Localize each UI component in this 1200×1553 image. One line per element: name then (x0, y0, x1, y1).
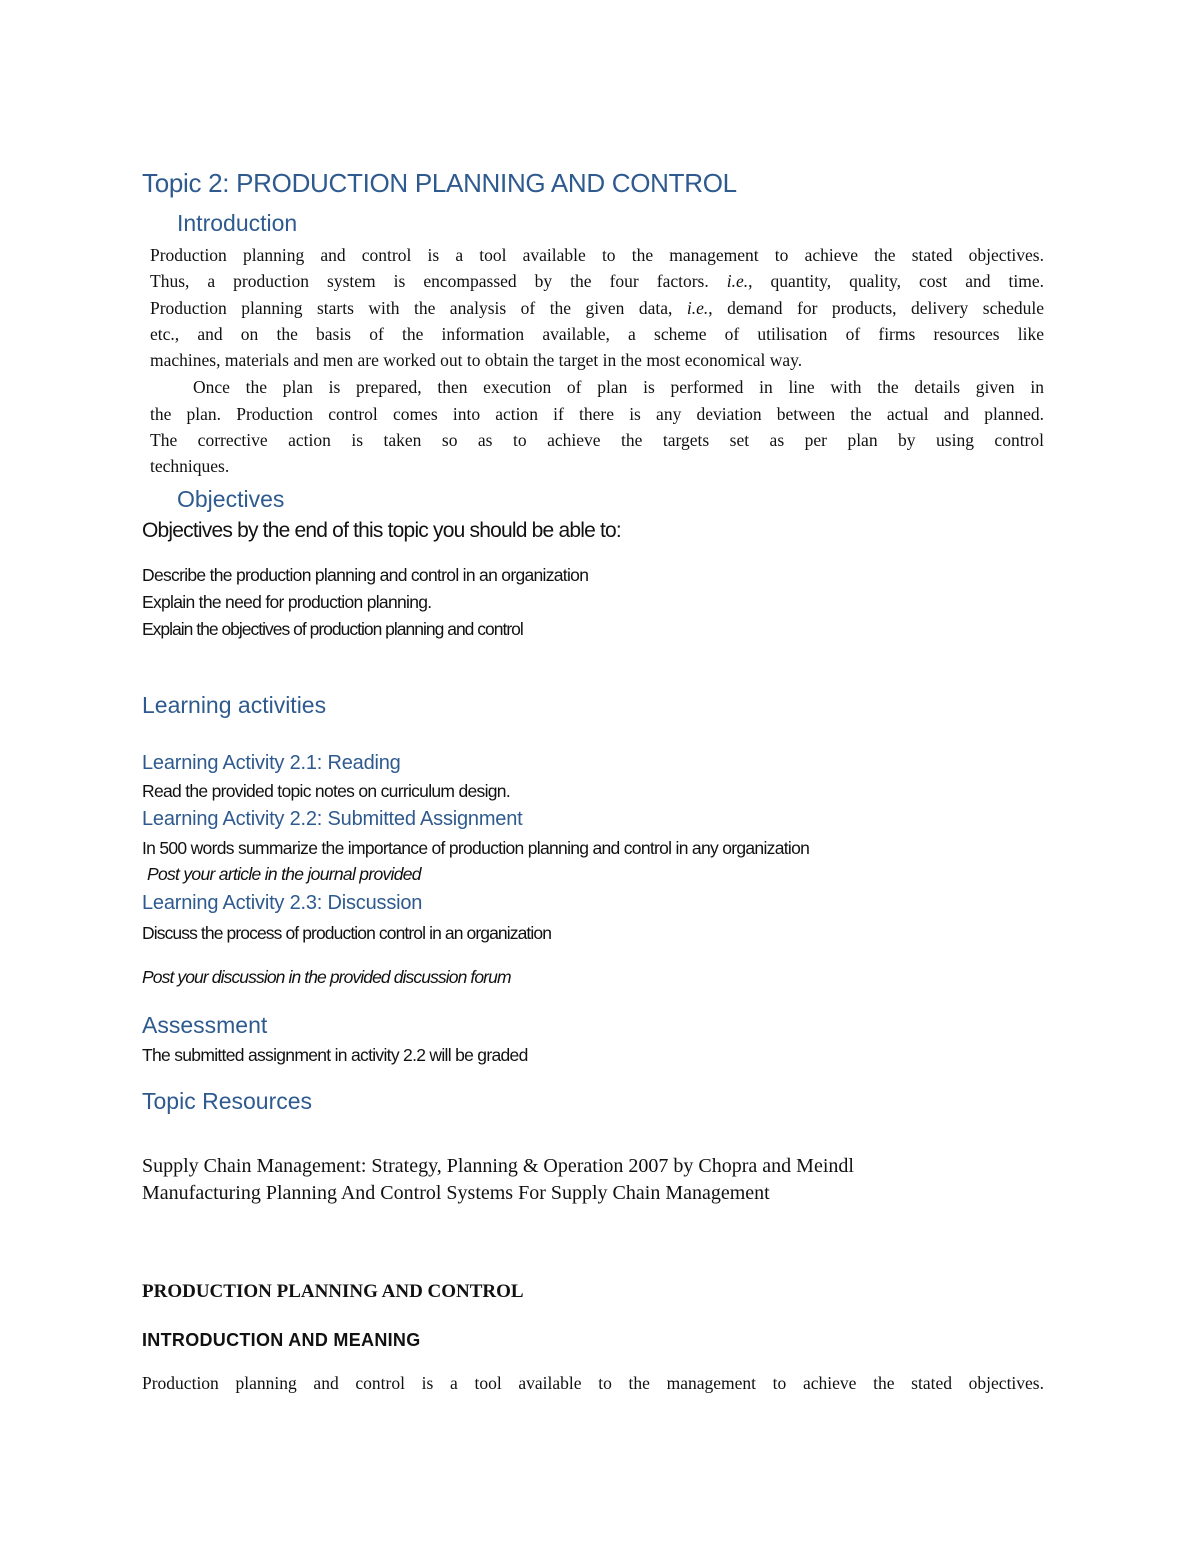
activity-2-2-text: In 500 words summarize the importance of production planning and control in any organization (142, 838, 810, 858)
resource-item: Manufacturing Planning And Control Systems For Supply Chain Management (142, 1182, 770, 1204)
intro-p2-line-4: techniques. (150, 456, 230, 476)
resource-item: Supply Chain Management: Strategy, Planning & Operation 2007 by Chopra and Meindl (142, 1155, 854, 1177)
intro-line-2: Thus, a production system is encompassed by the four factors. i.e., quantity, quality, cost and time. (150, 271, 1044, 291)
topic-resources-heading: Topic Resources (142, 1088, 313, 1114)
activity-2-1-text: Read the provided topic notes on curriculum design. (142, 781, 511, 801)
objectives-heading: Objectives (177, 486, 285, 512)
activity-2-3-text: Discuss the process of production control in an organization (142, 923, 552, 943)
objectives-lead: Objectives by the end of this topic you should be able to: (142, 519, 621, 542)
assessment-heading: Assessment (142, 1012, 268, 1038)
introduction-heading: Introduction (177, 210, 298, 236)
activity-2-2-note: Post your article in the journal provided (147, 864, 421, 884)
intro-line-5: machines, materials and men are worked out to obtain the target in the most economical way. (150, 350, 803, 370)
learning-activities-heading: Learning activities (142, 692, 327, 718)
intro-line-3: Production planning starts with the analysis of the given data, i.e., demand for products, delivery schedule (150, 298, 1044, 318)
activity-2-3-title: Learning Activity 2.3: Discussion (142, 892, 423, 914)
section-subtitle: INTRODUCTION AND MEANING (142, 1330, 421, 1350)
activity-2-2-title: Learning Activity 2.2: Submitted Assignment (142, 808, 523, 830)
activity-2-1-title: Learning Activity 2.1: Reading (142, 752, 401, 774)
assessment-text: The submitted assignment in activity 2.2 will be graded (142, 1045, 528, 1065)
page-title: Topic 2: PRODUCTION PLANNING AND CONTROL (142, 168, 737, 198)
intro-p2-line-1: Once the plan is prepared, then execution of plan is performed in line with the details given in (193, 377, 1044, 397)
section-title: PRODUCTION PLANNING AND CONTROL (142, 1281, 524, 1302)
section-first-line: Production planning and control is a tool available to the management to achieve the stated objectives. (142, 1373, 1044, 1393)
intro-line-4: etc., and on the basis of the information available, a scheme of utilisation of firms resources like (150, 324, 1044, 344)
intro-p2-line-3: The corrective action is taken so as to achieve the targets set as per plan by using control (150, 430, 1044, 450)
objective-item: Describe the production planning and control in an organization (142, 565, 589, 585)
objective-item: Explain the objectives of production planning and control (142, 619, 523, 639)
activity-2-3-note: Post your discussion in the provided discussion forum (142, 967, 511, 987)
intro-line-1: Production planning and control is a tool available to the management to achieve the stated objectives. (150, 245, 1044, 265)
objective-item: Explain the need for production planning. (142, 592, 432, 612)
intro-p2-line-2: the plan. Production control comes into action if there is any deviation between the actual and planned. (150, 404, 1044, 424)
